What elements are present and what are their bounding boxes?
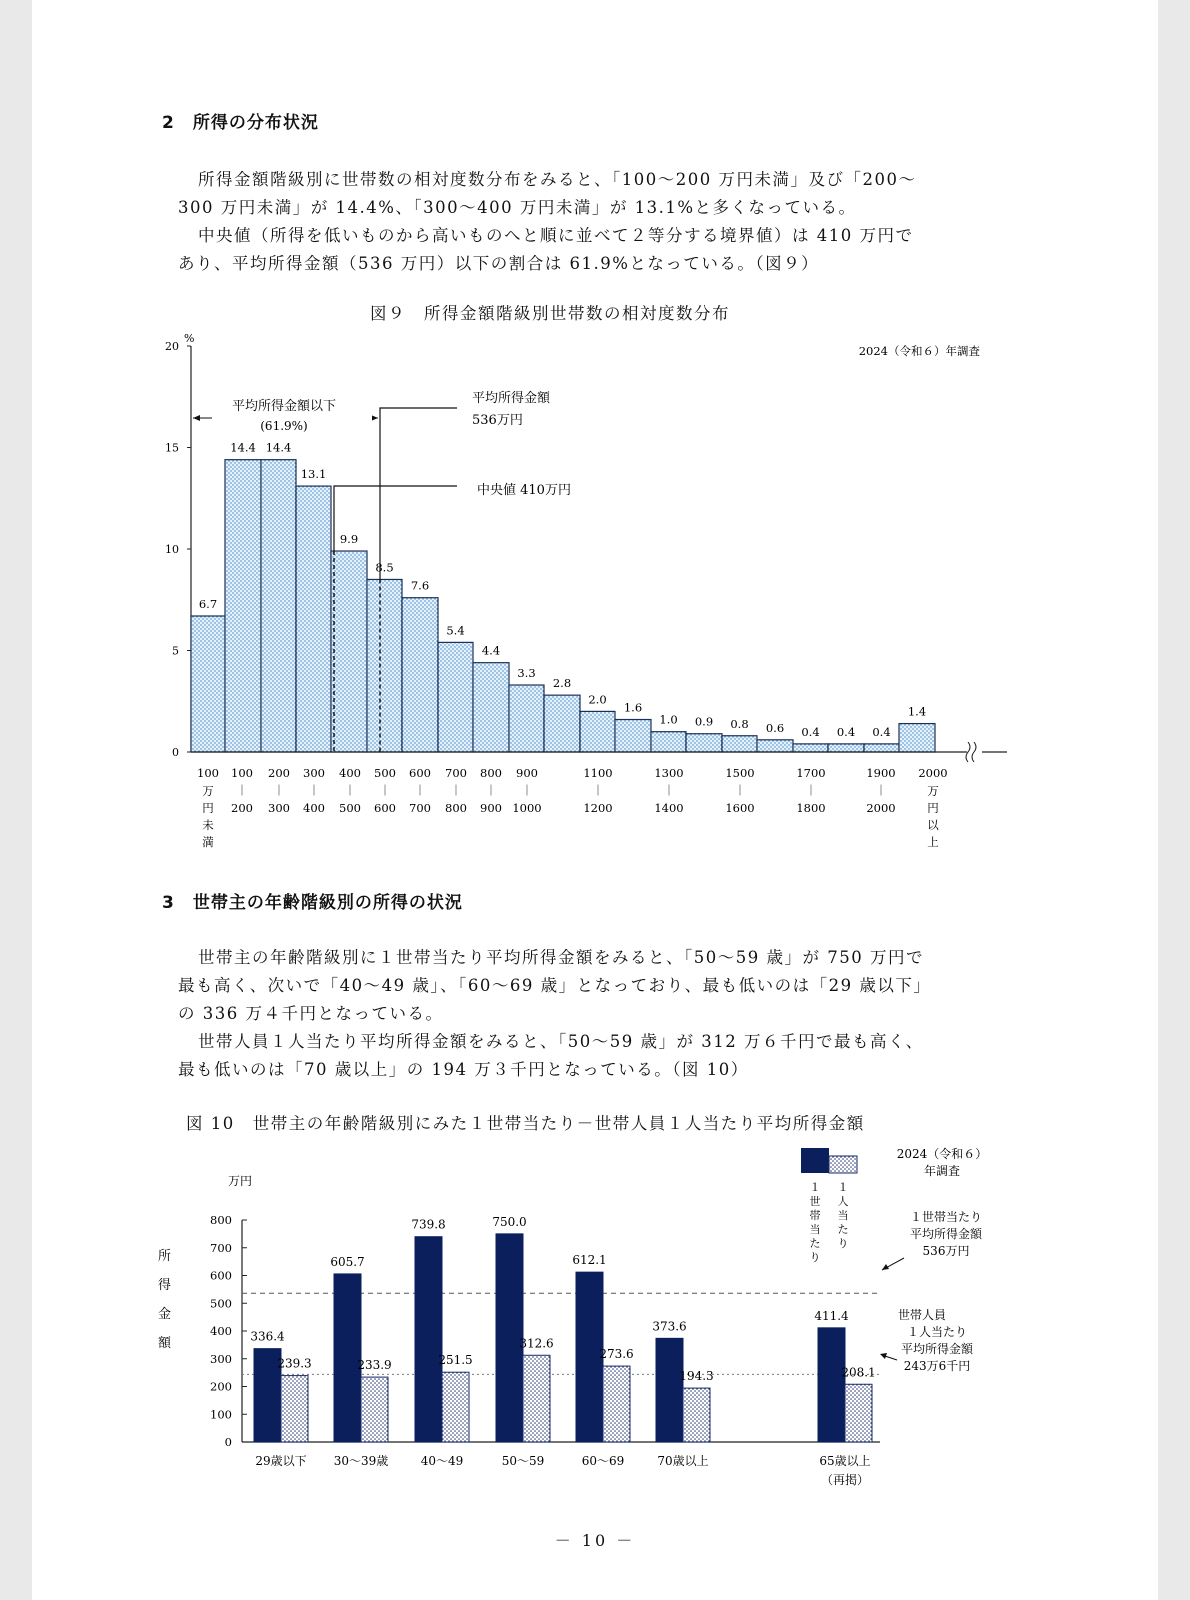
x-tick-dash: ｜ — [875, 784, 887, 797]
x-tick-label: 600 — [409, 766, 431, 780]
y-tick-label: 100 — [210, 1407, 232, 1422]
histogram-bar — [580, 711, 615, 752]
x-tick-label: 円 — [202, 801, 214, 815]
y-axis-title: 額 — [158, 1336, 172, 1351]
household-value-label: 739.8 — [411, 1217, 446, 1232]
survey-year-label: 2024（令和６） — [896, 1147, 988, 1161]
histogram-bar — [191, 616, 225, 752]
x-tick-dash: ｜ — [450, 784, 462, 797]
person-mean-annotation: 世帯人員 — [897, 1308, 947, 1322]
x-tick-label: 900 — [516, 766, 538, 780]
below-mean-value: (61.9%) — [260, 419, 308, 433]
histogram-bar — [544, 695, 580, 752]
x-tick-dash: ｜ — [414, 784, 426, 797]
legend-household-label: １ — [809, 1181, 821, 1194]
x-tick-label: 満 — [202, 835, 214, 849]
household-income-bar — [415, 1237, 442, 1442]
x-tick-label: 900 — [480, 801, 502, 815]
x-tick-label: 800 — [480, 766, 502, 780]
x-tick-label: 1300 — [654, 766, 684, 780]
histogram-bar — [225, 460, 261, 752]
legend-person-label: り — [837, 1237, 849, 1250]
per-person-income-bar — [442, 1372, 469, 1442]
arrow-head-icon — [880, 1353, 887, 1359]
x-tick-dash: ｜ — [308, 784, 320, 797]
legend-household-label: た — [809, 1237, 821, 1250]
mean-annotation-title: 平均所得金額 — [472, 391, 551, 406]
axis-break-mark — [966, 742, 976, 762]
x-tick-label: 2000 — [866, 801, 896, 815]
paragraph-line: 所得金額階級別に世帯数の相対度数分布をみると、「100～200 万円未満」及び「200～ — [198, 170, 917, 189]
paragraph-line: 300 万円未満」が 14.4%、「300～400 万円未満」が 13.1%と多くなっている。 — [178, 198, 857, 217]
legend-household-label: 帯 — [809, 1209, 821, 1222]
bar-value-label: 4.4 — [481, 643, 501, 658]
per-person-income-bar — [523, 1355, 550, 1442]
mean-leader-line — [380, 408, 457, 579]
per-person-income-bar — [683, 1388, 710, 1442]
category-label: 70歳以上 — [657, 1454, 709, 1468]
histogram-bar — [367, 579, 402, 752]
x-tick-label: 2000 — [918, 766, 948, 780]
bar-value-label: 1.0 — [659, 712, 678, 727]
section-3-heading: 3 世帯主の年齢階級別の所得の状況 — [162, 893, 463, 913]
figure-9-chart — [32, 320, 1158, 860]
y-axis-title: 金 — [158, 1307, 172, 1322]
bar-value-label: 5.4 — [446, 623, 465, 638]
y-tick-label: 5 — [172, 644, 179, 658]
y-tick-label: 10 — [165, 543, 179, 556]
bar-value-label: 14.4 — [265, 440, 292, 455]
bar-value-label: 8.5 — [375, 560, 394, 575]
histogram-bar — [615, 720, 651, 752]
household-value-label: 612.1 — [572, 1253, 607, 1268]
bar-value-label: 0.9 — [694, 714, 714, 729]
x-tick-label: 700 — [409, 801, 431, 815]
bar-value-label: 14.4 — [230, 440, 256, 455]
mean-annotation-value: 536万円 — [472, 413, 523, 428]
survey-year-label: 年調査 — [923, 1164, 961, 1178]
y-tick-label: 20 — [165, 340, 179, 353]
paragraph-line: 最も高く、次いで「40～49 歳」、「60～69 歳」となっており、最も低いのは「29 歳以下」 — [178, 976, 932, 995]
histogram-bar — [261, 460, 296, 752]
y-tick-label: 0 — [172, 746, 179, 759]
x-tick-dash: ｜ — [236, 784, 248, 797]
page-number: － 10 － — [554, 1531, 636, 1550]
per-person-value-label: 233.9 — [357, 1358, 392, 1373]
x-tick-label: 100 — [197, 766, 219, 780]
bar-value-label: 1.6 — [623, 700, 643, 715]
per-person-value-label: 239.3 — [277, 1356, 312, 1371]
legend-household-swatch — [801, 1148, 829, 1173]
y-tick-label: 500 — [210, 1296, 232, 1311]
household-mean-annotation: １世帯当たり — [909, 1210, 983, 1224]
bar-value-label: 0.4 — [872, 724, 891, 739]
x-tick-label: 300 — [268, 801, 290, 815]
x-tick-dash: ｜ — [592, 784, 604, 797]
bar-value-label: 7.6 — [410, 578, 430, 593]
x-tick-label: 1400 — [654, 801, 684, 815]
x-tick-label: 万 — [927, 784, 939, 798]
x-tick-dash: ｜ — [734, 784, 746, 797]
category-label: 40～49 — [420, 1454, 464, 1468]
x-tick-label: 200 — [231, 801, 253, 815]
legend-person-label: １ — [837, 1181, 849, 1194]
bar-value-label: 9.9 — [339, 532, 359, 547]
person-mean-annotation: １人当たり — [906, 1325, 968, 1339]
per-person-income-bar — [845, 1384, 872, 1442]
histogram-bar — [757, 740, 793, 752]
x-tick-label: 1900 — [866, 766, 896, 780]
legend-household-label: 当 — [809, 1223, 821, 1236]
x-tick-dash: ｜ — [485, 784, 497, 797]
figure-10-chart — [32, 1140, 1158, 1500]
x-tick-label: 200 — [268, 766, 290, 780]
x-tick-label: 500 — [374, 766, 396, 780]
paragraph-line: の 336 万４千円となっている。 — [178, 1004, 444, 1023]
bar-value-label: 0.4 — [836, 724, 856, 739]
histogram-bar — [651, 732, 686, 752]
x-tick-label: 1700 — [796, 766, 826, 780]
bar-value-label: 6.7 — [198, 596, 218, 611]
x-tick-label: 上 — [927, 835, 939, 849]
legend-person-swatch — [829, 1156, 857, 1173]
figure-10-caption: 図 10 世帯主の年齢階級別にみた１世帯当たり－世帯人員１人当たり平均所得金額 — [186, 1114, 865, 1133]
x-tick-dash: ｜ — [521, 784, 533, 797]
per-person-value-label: 208.1 — [841, 1365, 876, 1380]
histogram-bar — [296, 486, 331, 752]
y-axis-title: 得 — [158, 1278, 172, 1293]
y-axis-title: 所 — [158, 1249, 172, 1264]
histogram-bar — [331, 551, 367, 752]
household-value-label: 605.7 — [330, 1254, 365, 1269]
paragraph-line: 中央値（所得を低いものから高いものへと順に並べて２等分する境界値）は 410 万円で — [198, 226, 914, 245]
x-tick-dash: ｜ — [344, 784, 356, 797]
household-mean-annotation: 536万円 — [922, 1244, 970, 1258]
per-person-value-label: 312.6 — [519, 1336, 554, 1351]
figure-9-caption: 図９ 所得金額階級別世帯数の相対度数分布 — [370, 304, 730, 323]
person-mean-annotation: 243万6千円 — [903, 1359, 971, 1373]
survey-year-label: 2024（令和６）年調査 — [858, 344, 980, 358]
household-value-label: 373.6 — [652, 1319, 687, 1334]
household-mean-annotation: 平均所得金額 — [909, 1227, 983, 1241]
histogram-bar — [828, 744, 864, 752]
x-tick-label: 1600 — [725, 801, 755, 815]
y-tick-label: 200 — [210, 1379, 232, 1394]
x-tick-label: 万 — [202, 784, 214, 798]
bar-value-label: 0.8 — [730, 716, 749, 731]
x-tick-label: 1200 — [583, 801, 613, 815]
category-label: 50～59 — [501, 1454, 545, 1468]
category-label: 29歳以下 — [255, 1454, 307, 1468]
median-annotation: 中央値 410万円 — [477, 483, 571, 498]
household-income-bar — [656, 1338, 683, 1442]
y-tick-label: 300 — [210, 1351, 232, 1366]
y-tick-label: 800 — [210, 1213, 232, 1227]
arrow-head-left-icon — [193, 415, 200, 421]
x-tick-label: 800 — [445, 801, 467, 815]
x-tick-dash: ｜ — [663, 784, 675, 797]
document-page — [32, 0, 1158, 1600]
x-tick-label: 未 — [202, 818, 214, 832]
bar-value-label: 0.4 — [801, 724, 820, 739]
y-tick-label: 400 — [210, 1324, 232, 1338]
paragraph-line: 最も低いのは「70 歳以上」の 194 万３千円となっている。（図 10） — [178, 1060, 749, 1079]
person-mean-annotation: 平均所得金額 — [900, 1342, 974, 1356]
y-unit-label: % — [184, 332, 195, 345]
x-tick-label: 600 — [374, 801, 396, 815]
per-person-income-bar — [603, 1366, 630, 1442]
per-person-value-label: 251.5 — [438, 1353, 473, 1368]
legend-person-label: 人 — [837, 1195, 849, 1208]
legend-person-label: 当 — [837, 1209, 849, 1222]
y-tick-label: 700 — [210, 1240, 232, 1255]
x-tick-label: 1100 — [583, 766, 613, 780]
legend-household-label: り — [809, 1251, 821, 1264]
x-tick-label: 400 — [339, 766, 361, 780]
arrow-head-right-icon — [371, 415, 378, 421]
histogram-bar — [402, 598, 438, 752]
paragraph-line: 世帯主の年齢階級別に１世帯当たり平均所得金額をみると、「50～59 歳」が 750 万円で — [198, 948, 924, 967]
paragraph-line: あり、平均所得金額（536 万円）以下の割合は 61.9%となっている。（図９） — [178, 254, 820, 273]
x-tick-label: 1800 — [796, 801, 826, 815]
x-tick-dash: ｜ — [805, 784, 817, 797]
per-person-income-bar — [281, 1376, 308, 1442]
x-tick-dash: ｜ — [379, 784, 391, 797]
histogram-bar — [686, 734, 722, 752]
bar-value-label: 2.0 — [588, 692, 607, 707]
per-person-value-label: 273.6 — [599, 1347, 634, 1362]
household-value-label: 750.0 — [492, 1214, 527, 1229]
bar-value-label: 1.4 — [907, 704, 927, 719]
category-label: 60～69 — [581, 1454, 625, 1468]
y-unit-label: 万円 — [228, 1174, 253, 1188]
y-tick-label: 0 — [224, 1435, 232, 1449]
x-tick-dash: ｜ — [273, 784, 285, 797]
x-tick-label: 300 — [303, 766, 325, 780]
x-tick-label: 1000 — [512, 801, 542, 815]
histogram-bar — [864, 744, 899, 752]
x-tick-label: 500 — [339, 801, 361, 815]
bar-value-label: 3.3 — [517, 666, 536, 681]
household-value-label: 411.4 — [814, 1308, 849, 1323]
histogram-bar — [473, 663, 509, 752]
per-person-income-bar — [361, 1377, 388, 1442]
histogram-bar — [438, 642, 473, 752]
section-2-heading: 2 所得の分布状況 — [162, 113, 319, 133]
category-label: 65歳以上 — [819, 1454, 871, 1468]
x-tick-label: 700 — [445, 766, 467, 780]
x-tick-label: 100 — [231, 766, 253, 780]
y-tick-label: 600 — [210, 1268, 232, 1283]
x-tick-label: 1500 — [725, 766, 755, 780]
below-mean-title: 平均所得金額以下 — [231, 399, 337, 414]
x-tick-label: 400 — [303, 801, 325, 815]
x-tick-label: 以 — [927, 818, 939, 832]
paragraph-line: 世帯人員１人当たり平均所得金額をみると、「50～59 歳」が 312 万６千円で最も高く、 — [198, 1032, 924, 1051]
histogram-bar — [793, 744, 828, 752]
legend-person-label: た — [837, 1223, 849, 1236]
legend-household-label: 世 — [809, 1195, 821, 1208]
bar-value-label: 13.1 — [300, 467, 327, 482]
y-tick-label: 15 — [165, 441, 179, 455]
histogram-bar — [722, 736, 757, 752]
histogram-bar — [899, 724, 935, 752]
category-sublabel: （再掲） — [820, 1473, 870, 1487]
x-tick-label: 円 — [927, 801, 939, 815]
category-label: 30～39歳 — [333, 1454, 389, 1468]
histogram-bar — [509, 685, 544, 752]
per-person-value-label: 194.3 — [679, 1369, 714, 1384]
household-income-bar — [818, 1328, 845, 1442]
bar-value-label: 2.8 — [552, 676, 572, 691]
bar-value-label: 0.6 — [765, 720, 785, 735]
household-value-label: 336.4 — [250, 1329, 285, 1344]
